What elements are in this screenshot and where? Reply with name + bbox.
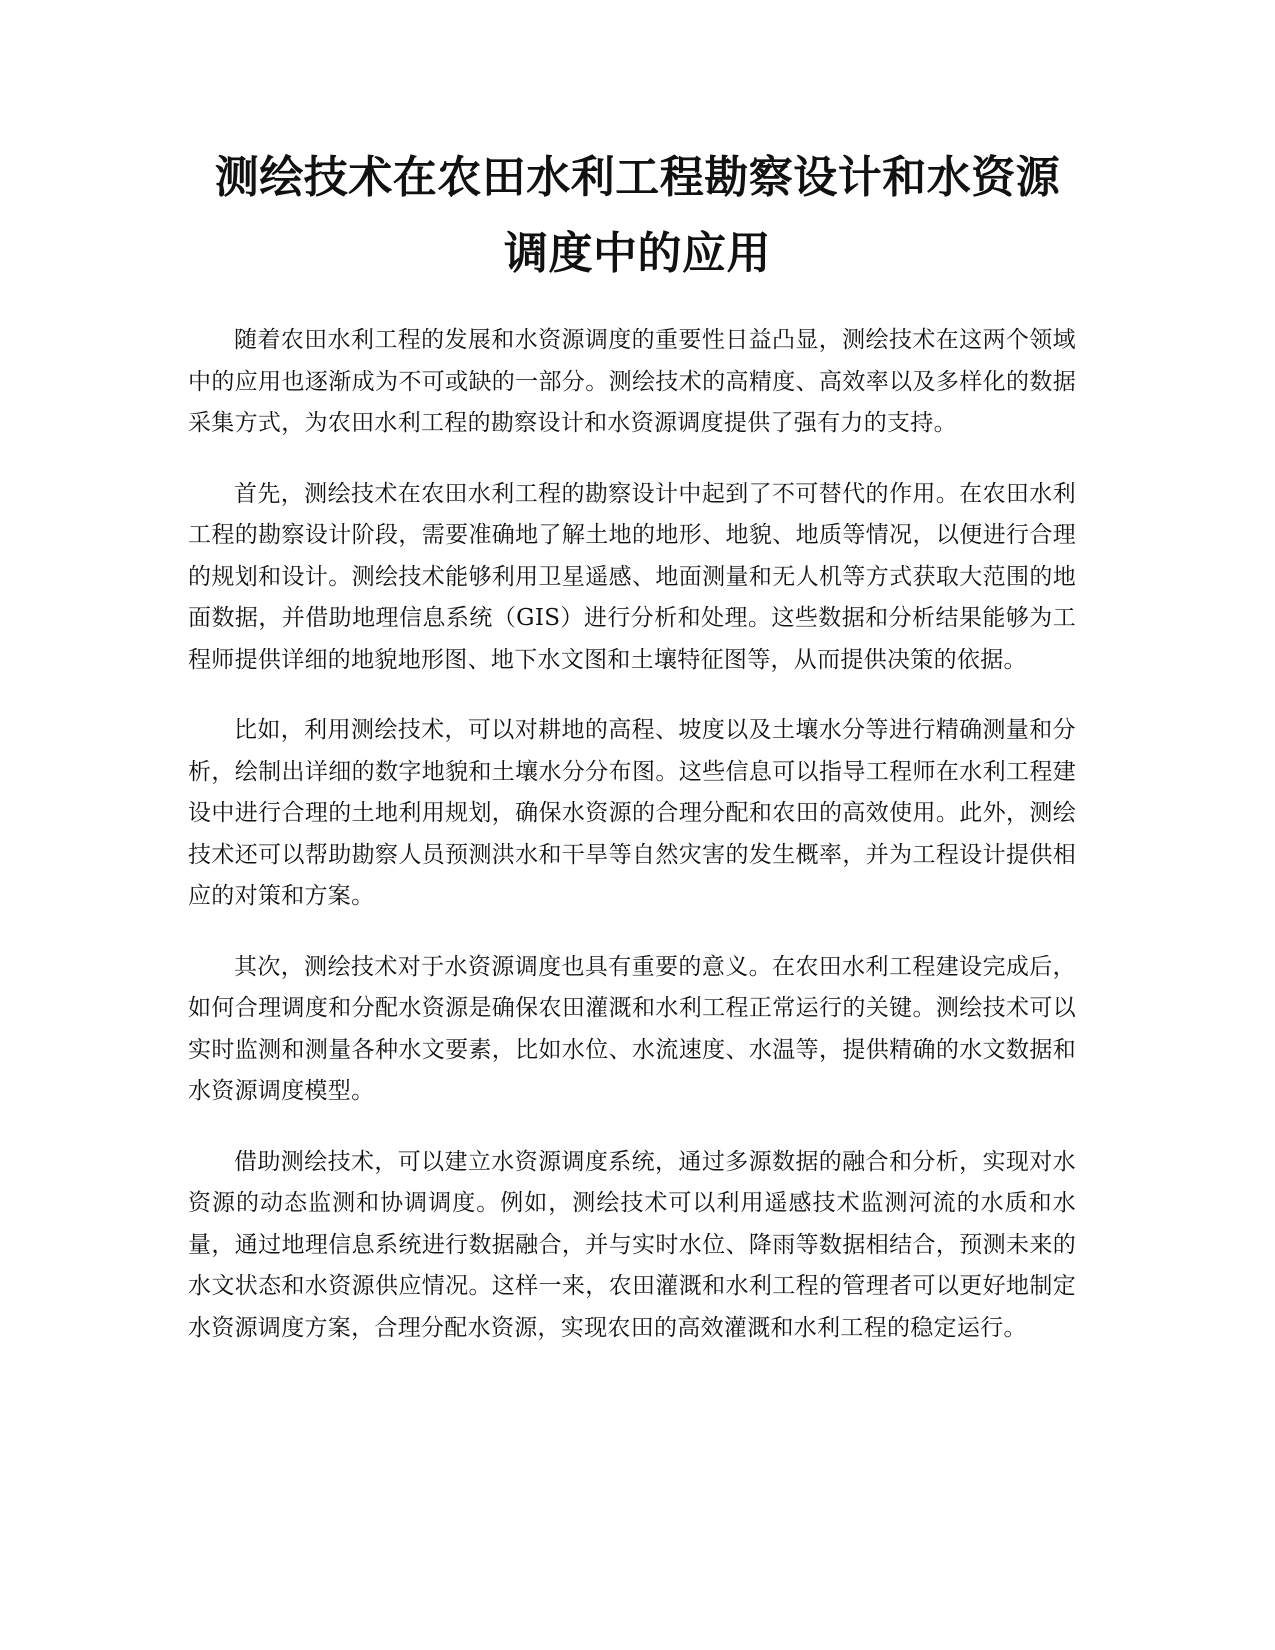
paragraph-survey-design: 首先，测绘技术在农田水利工程的勘察设计中起到了不可替代的作用。在农田水利工程的勘察设计阶段，需要准确地了解土地的地形、地貌、地质等情况，以便进行合理的规划和设计。测绘技术能够利用卫星遥感、地面测量和无人机等方式获取大范围的地面数据，并借助地理信息系统（GIS）进行分析和处理。这些数据和分析结果能够为工程师提供详细的地貌地形图、地下水文图和土壤特征图等，从而提供决策的依据。 — [188, 480, 1076, 673]
paragraph-water-dispatch: 其次，测绘技术对于水资源调度也具有重要的意义。在农田水利工程建设完成后，如何合理调度和分配水资源是确保农田灌溉和水利工程正常运行的关键。测绘技术可以实时监测和测量各种水文要素，比如水位、水流速度、水温等，提供精确的水文数据和水资源调度模型。 — [188, 953, 1076, 1104]
document-title — [150, 140, 1125, 292]
paragraph-intro: 随着农田水利工程的发展和水资源调度的重要性日益凸显，测绘技术在这两个领域中的应用也逐渐成为不可或缺的一部分。测绘技术的高精度、高效率以及多样化的数据采集方式，为农田水利工程的勘察设计和水资源调度提供了强有力的支持。 — [188, 327, 1076, 436]
paragraph-example: 比如，利用测绘技术，可以对耕地的高程、坡度以及土壤水分等进行精确测量和分析，绘制出详细的数字地貌和土壤水分分布图。这些信息可以指导工程师在水利工程建设中进行合理的土地利用规划，确保水资源的合理分配和农田的高效使用。此外，测绘技术还可以帮助勘察人员预测洪水和干旱等自然灾害的发生概率，并为工程设计提供相应的对策和方案。 — [188, 717, 1076, 909]
document-body — [188, 320, 1076, 1378]
paragraph-dispatch-system: 借助测绘技术，可以建立水资源调度系统，通过多源数据的融合和分析，实现对水资源的动态监测和协调调度。例如，测绘技术可以利用遥感技术监测河流的水质和水量，通过地理信息系统进行数据融合，并与实时水位、降雨等数据相结合，预测未来的水文状态和水资源供应情况。这样一来，农田灌溉和水利工程的管理者可以更好地制定水资源调度方案，合理分配水资源，实现农田的高效灌溉和水利工程的稳定运行。 — [188, 1148, 1076, 1341]
title-line-1: 测绘技术在农田水利工程勘察设计和水资源 — [214, 152, 1061, 203]
title-line-2: 调度中的应用 — [504, 228, 771, 279]
